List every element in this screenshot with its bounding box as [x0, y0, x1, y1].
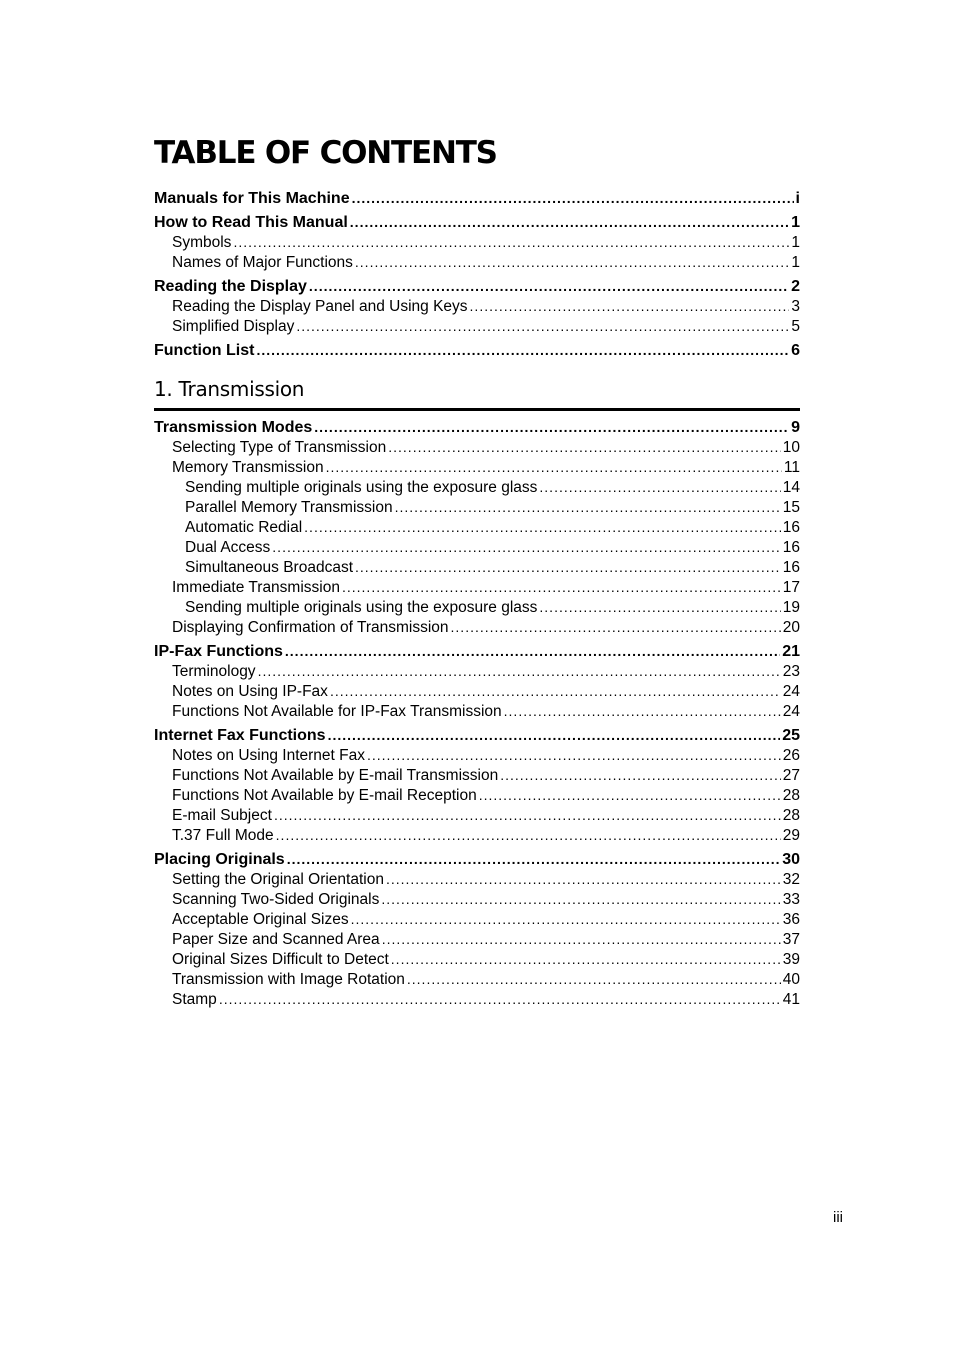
toc-entry-label: T.37 Full Mode [172, 827, 274, 844]
dot-leader [352, 188, 794, 208]
toc-entry-page: 11 [783, 459, 800, 476]
dot-leader [328, 725, 781, 745]
toc-entry-label: Dual Access [185, 539, 271, 556]
dot-leader [350, 212, 789, 232]
toc-entry-label: Acceptable Original Sizes [172, 911, 349, 928]
toc-entry-label: Transmission Modes [154, 419, 313, 436]
toc-section-entry[interactable] [154, 340, 800, 360]
toc-subsection-entry[interactable] [154, 316, 800, 336]
dot-leader [272, 537, 780, 557]
toc-entry-page: 28 [782, 807, 800, 824]
toc-entry-page: 14 [782, 479, 800, 496]
toc-subsection-entry[interactable] [154, 909, 800, 929]
toc-subsection-entry[interactable] [154, 232, 800, 252]
toc-subsection-entry[interactable] [154, 949, 800, 969]
toc-subsection-entry[interactable] [154, 252, 800, 272]
toc-section-entry[interactable] [154, 276, 800, 296]
toc-subsection-entry[interactable] [154, 869, 800, 889]
toc-entry-label: Scanning Two-Sided Originals [172, 891, 380, 908]
toc-entry-label: Selecting Type of Transmission [172, 439, 387, 456]
toc-entry-page: 40 [782, 971, 800, 988]
toc-subsection-entry[interactable] [154, 497, 800, 517]
toc-entry-page: 37 [782, 931, 800, 948]
dot-leader [500, 765, 781, 785]
dot-leader [388, 437, 781, 457]
toc-subsection-entry[interactable] [154, 745, 800, 765]
toc-subsection-entry[interactable] [154, 557, 800, 577]
toc-subsection-entry[interactable] [154, 437, 800, 457]
toc-subsection-entry[interactable] [154, 825, 800, 845]
dot-leader [326, 457, 782, 477]
toc-entry-label: Reading the Display Panel and Using Keys [172, 298, 468, 315]
toc-entry-page: 33 [782, 891, 800, 908]
dot-leader [330, 681, 781, 701]
toc-entry-label: How to Read This Manual [154, 214, 348, 231]
dot-leader [470, 296, 790, 316]
toc-entry-page: 19 [782, 599, 800, 616]
toc-subsection-entry[interactable] [154, 805, 800, 825]
toc-subsection-entry[interactable] [154, 969, 800, 989]
dot-leader [355, 252, 789, 272]
dot-leader [342, 577, 781, 597]
toc-entry-label: Terminology [172, 663, 256, 680]
toc-subsection-entry[interactable] [154, 681, 800, 701]
dot-leader [256, 340, 789, 360]
toc-entry-page: 10 [782, 439, 800, 456]
toc-subsection-entry[interactable] [154, 296, 800, 316]
dot-leader [219, 989, 781, 1009]
toc-entry-page: 15 [782, 499, 800, 516]
toc-entry-page: i [795, 190, 800, 207]
toc-entry-label: Stamp [172, 991, 217, 1008]
toc-entry-page: 9 [791, 419, 800, 436]
toc-entry-page: 17 [782, 579, 800, 596]
toc-entry-label: Reading the Display [154, 278, 307, 295]
dot-leader [391, 949, 781, 969]
toc-section-entry[interactable] [154, 849, 800, 869]
dot-leader [479, 785, 781, 805]
toc-entry-page: 24 [782, 683, 800, 700]
toc-entry-label: Internet Fax Functions [154, 727, 326, 744]
dot-leader [296, 316, 789, 336]
toc-subsection-entry[interactable] [154, 537, 800, 557]
toc-entry-label: Immediate Transmission [172, 579, 340, 596]
dot-leader [258, 661, 781, 681]
toc-subsection-entry[interactable] [154, 765, 800, 785]
toc-entry-page: 3 [791, 298, 800, 315]
toc-entry-label: Notes on Using Internet Fax [172, 747, 365, 764]
toc-entry-label: Symbols [172, 234, 232, 251]
dot-leader [309, 276, 789, 296]
dot-leader [314, 417, 789, 437]
toc-entry-page: 27 [782, 767, 800, 784]
toc-entry-page: 5 [791, 318, 800, 335]
dot-leader [382, 929, 781, 949]
dot-leader [451, 617, 781, 637]
dot-leader [407, 969, 781, 989]
toc-entry-page: 2 [791, 278, 800, 295]
toc-entry-label: Simultaneous Broadcast [185, 559, 354, 576]
dot-leader [274, 805, 781, 825]
toc-entry-page: 24 [782, 703, 800, 720]
front-matter-entries [154, 188, 800, 360]
dot-leader [287, 849, 781, 869]
toc-entry-label: Functions Not Available by E-mail Transmission [172, 767, 499, 784]
toc-entry-label: E-mail Subject [172, 807, 272, 824]
dot-leader [233, 232, 789, 252]
dot-leader [367, 745, 781, 765]
toc-entry-label: Names of Major Functions [172, 254, 353, 271]
toc-subsection-entry[interactable] [154, 517, 800, 537]
toc-entry-page: 39 [782, 951, 800, 968]
toc-entry-page: 25 [782, 727, 800, 744]
toc-entry-page: 32 [782, 871, 800, 888]
toc-entry-page: 28 [782, 787, 800, 804]
toc-entry-page: 20 [782, 619, 800, 636]
toc-entry-page: 30 [782, 851, 800, 868]
toc-entry-label: Automatic Redial [185, 519, 303, 536]
page-number: iii [833, 1209, 843, 1226]
toc-entry-page: 1 [791, 234, 800, 251]
dot-leader [351, 909, 781, 929]
chapter-entries [154, 417, 800, 1009]
dot-leader [304, 517, 781, 537]
toc-entry-page: 21 [782, 643, 800, 660]
toc-entry-page: 16 [782, 519, 800, 536]
toc-subsection-entry[interactable] [154, 701, 800, 721]
dot-leader [504, 701, 781, 721]
dot-leader [395, 497, 781, 517]
toc-entry-label: Sending multiple originals using the exposure glass [185, 479, 538, 496]
toc-section-entry[interactable] [154, 212, 800, 232]
toc-entry-page: 36 [782, 911, 800, 928]
table-of-contents [154, 188, 800, 1009]
toc-subsection-entry[interactable] [154, 889, 800, 909]
toc-subsection-entry[interactable] [154, 457, 800, 477]
toc-entry-page: 16 [782, 559, 800, 576]
toc-section-entry[interactable] [154, 417, 800, 437]
toc-entry-page: 23 [782, 663, 800, 680]
toc-entry-label: Functions Not Available for IP-Fax Transmission [172, 703, 502, 720]
toc-section-entry[interactable] [154, 188, 800, 208]
toc-entry-label: Setting the Original Orientation [172, 871, 384, 888]
toc-section-entry[interactable] [154, 725, 800, 745]
toc-entry-page: 1 [791, 254, 800, 271]
toc-entry-label: Notes on Using IP-Fax [172, 683, 328, 700]
dot-leader [276, 825, 781, 845]
toc-entry-label: Parallel Memory Transmission [185, 499, 393, 516]
toc-entry-page: 26 [782, 747, 800, 764]
toc-subsection-entry[interactable] [154, 929, 800, 949]
toc-entry-label: Simplified Display [172, 318, 295, 335]
toc-entry-label: Function List [154, 342, 255, 359]
toc-subsection-entry[interactable] [154, 785, 800, 805]
toc-entry-label: Manuals for This Machine [154, 190, 350, 207]
toc-entry-label: Paper Size and Scanned Area [172, 931, 380, 948]
toc-entry-label: IP-Fax Functions [154, 643, 283, 660]
dot-leader [381, 889, 780, 909]
toc-entry-page: 29 [782, 827, 800, 844]
toc-entry-label: Displaying Confirmation of Transmission [172, 619, 449, 636]
toc-entry-page: 6 [791, 342, 800, 359]
toc-subsection-entry[interactable] [154, 617, 800, 637]
toc-entry-label: Memory Transmission [172, 459, 324, 476]
toc-entry-label: Transmission with Image Rotation [172, 971, 405, 988]
dot-leader [539, 597, 780, 617]
toc-entry-label: Original Sizes Difficult to Detect [172, 951, 389, 968]
toc-section-entry[interactable] [154, 641, 800, 661]
toc-entry-label: Functions Not Available by E-mail Reception [172, 787, 477, 804]
dot-leader [386, 869, 781, 889]
toc-subsection-entry[interactable] [154, 661, 800, 681]
chapter-heading: 1. Transmission [154, 377, 800, 411]
toc-entry-label: Placing Originals [154, 851, 285, 868]
page-title: TABLE OF CONTENTS [154, 135, 497, 171]
toc-subsection-entry[interactable] [154, 577, 800, 597]
toc-subsection-entry[interactable] [154, 597, 800, 617]
toc-entry-label: Sending multiple originals using the exposure glass [185, 599, 538, 616]
dot-leader [285, 641, 780, 661]
dot-leader [539, 477, 780, 497]
toc-entry-page: 16 [782, 539, 800, 556]
toc-subsection-entry[interactable] [154, 989, 800, 1009]
toc-entry-page: 1 [791, 214, 800, 231]
toc-entry-page: 41 [782, 991, 800, 1008]
toc-subsection-entry[interactable] [154, 477, 800, 497]
dot-leader [355, 557, 781, 577]
